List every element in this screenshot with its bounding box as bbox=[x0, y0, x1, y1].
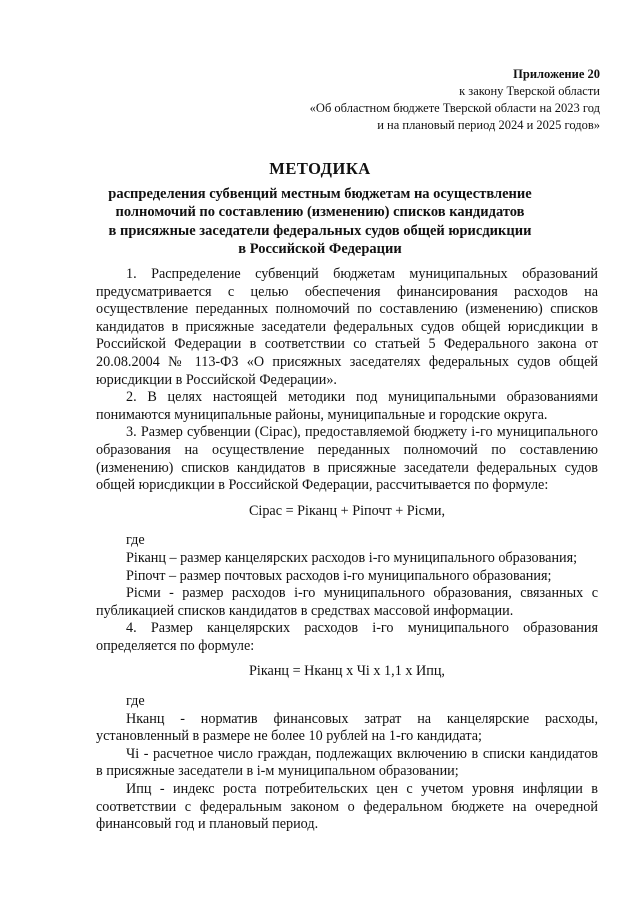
definition-item: Нканц - норматив финансовых затрат на канцелярские расходы, установленный в размере не более 10 рублей на 1-го кандидата; bbox=[96, 710, 598, 745]
appendix-line: к закону Тверской области bbox=[459, 84, 600, 98]
definition-item: Рiпочт – размер почтовых расходов i-го муниципального образования; bbox=[126, 567, 552, 584]
appendix-header bbox=[310, 66, 600, 134]
definition-item: Рiсми - размер расходов i-го муниципального образования, связанных с публикацией списков кандидатов в средствах массовой информации. bbox=[96, 585, 598, 619]
title-subtitle-line: распределения субвенций местным бюджетам на осуществление bbox=[108, 185, 532, 202]
definition-item: Рiканц – размер канцелярских расходов i-го муниципального образования; bbox=[126, 549, 578, 566]
formula-subvention: Сiрас = Рiканц + Рiпочт + Рiсми, bbox=[248, 502, 446, 519]
document-body bbox=[96, 266, 598, 834]
definition-item: Ипц - индекс роста потребительских цен с учетом уровня инфляции в соответствии с федеральным законом о федеральном бюджете на очередной финансовый год и плановый период. bbox=[96, 781, 598, 833]
definition-item: Чi - расчетное число граждан, подлежащих включению в списки кандидатов в присяжные заседатели в i-м муниципальном образовании; bbox=[96, 745, 598, 780]
title-main: МЕТОДИКА bbox=[269, 159, 371, 178]
appendix-line: и на плановый период 2024 и 2025 годов» bbox=[377, 118, 600, 132]
paragraph-3: 3. Размер субвенции (Сiрас), предоставляемой бюджету i-го муниципального образования на осуществление переданных полномочий по составлению (изменению) списков кандидатов в присяжные заседатели федеральных судов общей юрисдикции в Российской Федерации, рассчитывается по формуле: bbox=[96, 424, 598, 494]
paragraph-4: 4. Размер канцелярских расходов i-го муниципального образования определяется по формуле: bbox=[96, 620, 598, 654]
paragraph-1: 1. Распределение субвенций бюджетам муниципальных образований предусматривается с целью обеспечения финансирования расходов на осуществление переданных полномочий по составлению (изменению) списков кандидатов в присяжные заседатели федеральных судов общей юрисдикции в Российской Федерации в соответствии со статьей 5 Федерального закона от 20.08.2004 № 113-ФЗ «О присяжных заседателях федеральных судов общей юрисдикции в Российской Федерации». bbox=[96, 266, 598, 388]
appendix-title: Приложение 20 bbox=[513, 67, 600, 81]
appendix-line: «Об областном бюджете Тверской области на 2023 год bbox=[309, 101, 600, 115]
where-label: где bbox=[126, 532, 145, 549]
where-label: где bbox=[126, 693, 145, 710]
title-subtitle-line: полномочий по составлению (изменению) списков кандидатов bbox=[115, 204, 525, 220]
formula-office-expenses: Рiканц = Нканц х Чi х 1,1 х Ипц, bbox=[249, 663, 445, 680]
document-title bbox=[60, 160, 580, 259]
paragraph-2: 2. В целях настоящей методики под муниципальными образованиями понимаются муниципальные районы, муниципальные и городские округа. bbox=[96, 389, 598, 423]
title-subtitle-line: в присяжные заседатели федеральных судов общей юрисдикции bbox=[108, 222, 532, 239]
title-subtitle-line: в Российской Федерации bbox=[238, 241, 402, 257]
